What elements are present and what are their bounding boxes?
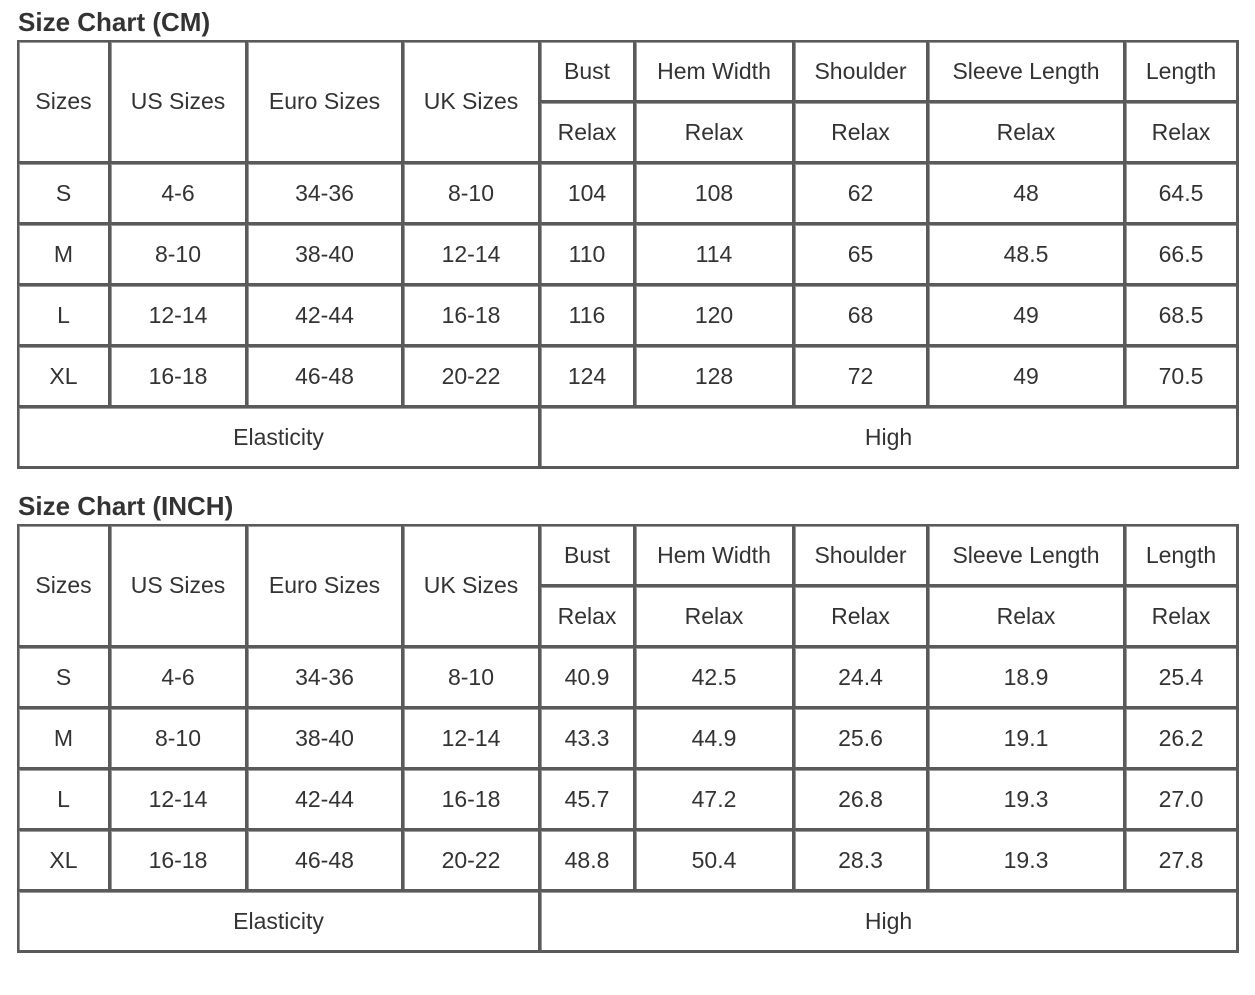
table-cell: 34-36 <box>248 164 404 225</box>
table-cell: 120 <box>636 286 795 347</box>
table-cell: 48.5 <box>929 225 1126 286</box>
elasticity-value: High <box>541 892 1239 953</box>
table-cell: 34-36 <box>248 648 404 709</box>
table-cell: XL <box>19 347 111 408</box>
table-cell: 8-10 <box>404 648 541 709</box>
table-cell: 47.2 <box>636 770 795 831</box>
header-cell: US Sizes <box>111 42 248 164</box>
table-cell: 8-10 <box>404 164 541 225</box>
table-cell: 4-6 <box>111 648 248 709</box>
elasticity-value: High <box>541 408 1239 469</box>
table-row <box>19 648 1239 709</box>
header-cell: Euro Sizes <box>248 42 404 164</box>
table-cell: 16-18 <box>404 770 541 831</box>
table-cell: 20-22 <box>404 347 541 408</box>
table-cell: 45.7 <box>541 770 636 831</box>
table-cell: 12-14 <box>111 770 248 831</box>
subheader-cell: Relax <box>1126 103 1239 164</box>
table-cell: 44.9 <box>636 709 795 770</box>
table-cell: 38-40 <box>248 225 404 286</box>
header-cell: Hem Width <box>636 526 795 587</box>
table-cell: 27.0 <box>1126 770 1239 831</box>
table-cell: 20-22 <box>404 831 541 892</box>
size-table-inch <box>17 524 1239 953</box>
table-cell: 65 <box>795 225 929 286</box>
subheader-cell: Relax <box>636 103 795 164</box>
table-cell: 128 <box>636 347 795 408</box>
table-cell: 110 <box>541 225 636 286</box>
table-cell: 24.4 <box>795 648 929 709</box>
subheader-cell: Relax <box>541 103 636 164</box>
table-cell: 49 <box>929 286 1126 347</box>
elasticity-label: Elasticity <box>19 892 541 953</box>
table-cell: 116 <box>541 286 636 347</box>
header-cell: Bust <box>541 42 636 103</box>
table-row <box>19 286 1239 347</box>
table-cell: 16-18 <box>404 286 541 347</box>
header-cell: UK Sizes <box>404 42 541 164</box>
size-chart-inch <box>17 489 1237 953</box>
table-cell: 25.4 <box>1126 648 1239 709</box>
table-cell: 16-18 <box>111 347 248 408</box>
table-cell: 104 <box>541 164 636 225</box>
subheader-cell: Relax <box>795 103 929 164</box>
table-cell: L <box>19 770 111 831</box>
table-row <box>19 709 1239 770</box>
table-cell: 66.5 <box>1126 225 1239 286</box>
header-row <box>19 526 1239 587</box>
table-row <box>19 164 1239 225</box>
header-cell: Hem Width <box>636 42 795 103</box>
subheader-cell: Relax <box>795 587 929 648</box>
table-cell: 8-10 <box>111 225 248 286</box>
header-cell: Shoulder <box>795 526 929 587</box>
chart-title-cm: Size Chart (CM) <box>18 7 211 37</box>
table-cell: 19.1 <box>929 709 1126 770</box>
header-cell: Sizes <box>19 526 111 648</box>
table-cell: 12-14 <box>404 225 541 286</box>
table-cell: 68 <box>795 286 929 347</box>
table-cell: 114 <box>636 225 795 286</box>
table-cell: 42-44 <box>248 286 404 347</box>
table-cell: 19.3 <box>929 831 1126 892</box>
header-row <box>19 42 1239 103</box>
table-cell: 64.5 <box>1126 164 1239 225</box>
subheader-cell: Relax <box>929 103 1126 164</box>
table-cell: 46-48 <box>248 347 404 408</box>
table-cell: 4-6 <box>111 164 248 225</box>
table-cell: 27.8 <box>1126 831 1239 892</box>
subheader-cell: Relax <box>929 587 1126 648</box>
header-cell: Length <box>1126 526 1239 587</box>
table-cell: 12-14 <box>111 286 248 347</box>
subheader-cell: Relax <box>541 587 636 648</box>
footer-row <box>19 892 1239 953</box>
table-cell: 70.5 <box>1126 347 1239 408</box>
size-chart-cm <box>17 5 1237 469</box>
header-cell: Bust <box>541 526 636 587</box>
table-cell: 124 <box>541 347 636 408</box>
header-cell: Euro Sizes <box>248 526 404 648</box>
table-cell: S <box>19 164 111 225</box>
table-cell: 108 <box>636 164 795 225</box>
table-cell: 18.9 <box>929 648 1126 709</box>
subheader-cell: Relax <box>1126 587 1239 648</box>
table-cell: 8-10 <box>111 709 248 770</box>
header-cell: Sleeve Length <box>929 526 1126 587</box>
header-cell: Shoulder <box>795 42 929 103</box>
table-row <box>19 225 1239 286</box>
table-cell: 46-48 <box>248 831 404 892</box>
table-cell: 42-44 <box>248 770 404 831</box>
table-row <box>19 347 1239 408</box>
table-cell: L <box>19 286 111 347</box>
header-cell: Length <box>1126 42 1239 103</box>
table-row <box>19 770 1239 831</box>
table-cell: XL <box>19 831 111 892</box>
table-cell: 26.8 <box>795 770 929 831</box>
table-cell: 68.5 <box>1126 286 1239 347</box>
table-cell: 26.2 <box>1126 709 1239 770</box>
table-cell: M <box>19 225 111 286</box>
table-cell: 25.6 <box>795 709 929 770</box>
header-cell: UK Sizes <box>404 526 541 648</box>
table-cell: 42.5 <box>636 648 795 709</box>
header-cell: US Sizes <box>111 526 248 648</box>
subheader-cell: Relax <box>636 587 795 648</box>
chart-title-inch: Size Chart (INCH) <box>18 491 234 521</box>
header-cell: Sizes <box>19 42 111 164</box>
table-cell: M <box>19 709 111 770</box>
footer-row <box>19 408 1239 469</box>
table-cell: 38-40 <box>248 709 404 770</box>
table-cell: 28.3 <box>795 831 929 892</box>
table-cell: 48 <box>929 164 1126 225</box>
table-cell: 19.3 <box>929 770 1126 831</box>
table-row <box>19 831 1239 892</box>
table-cell: 12-14 <box>404 709 541 770</box>
table-cell: S <box>19 648 111 709</box>
table-cell: 62 <box>795 164 929 225</box>
size-table-cm <box>17 40 1239 469</box>
table-cell: 48.8 <box>541 831 636 892</box>
header-cell: Sleeve Length <box>929 42 1126 103</box>
table-cell: 43.3 <box>541 709 636 770</box>
table-cell: 49 <box>929 347 1126 408</box>
table-cell: 16-18 <box>111 831 248 892</box>
table-cell: 50.4 <box>636 831 795 892</box>
table-cell: 40.9 <box>541 648 636 709</box>
elasticity-label: Elasticity <box>19 408 541 469</box>
table-cell: 72 <box>795 347 929 408</box>
